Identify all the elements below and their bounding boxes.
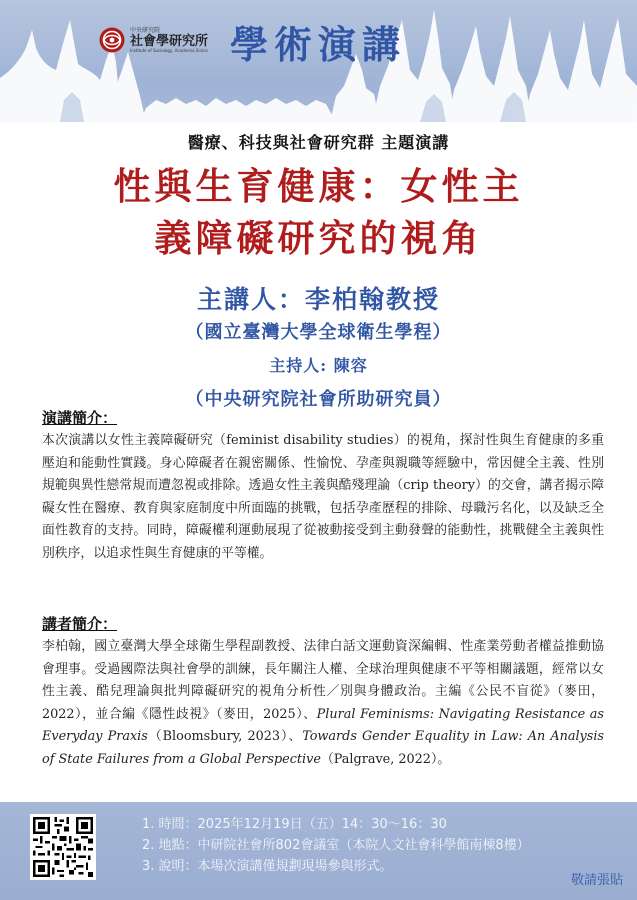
event-time: 1. 時間：2025年12月19日（五）14：30～16：30 xyxy=(142,817,447,832)
abstract-text-5: ）的交會，講者揭示障礙女性在醫療、教育與家庭制度中所面臨的挑戰，包括孕產歷程的排除、母職污名化，以及缺乏全面性教育的支持。同時，障礙權利運動展現了從被動接受到主動發聲的能動性，挑戰健全主義與性別秩序，以追求性與生育健康的平等權。 xyxy=(42,478,604,561)
host-name: 主持人: 陳容 xyxy=(269,356,368,375)
bio-text-7: （ xyxy=(147,729,163,744)
research-group-line: 醫療、科技與社會研究群 主題演講 xyxy=(187,133,450,152)
bio-book-title-1: Plural Feminisms: Navigating Resistance as Everyday Praxis xyxy=(42,706,604,744)
bio-heading: 講者簡介： xyxy=(42,615,118,633)
speaker-name: 主講人：李柏翰教授 xyxy=(196,285,440,314)
bio-text-11: （ xyxy=(320,751,334,767)
bio-body xyxy=(42,636,604,771)
header-banner xyxy=(0,0,637,122)
bio-text-13: ）。 xyxy=(430,751,451,767)
footer-band xyxy=(0,802,637,900)
logo-main-text: 社會學研究所 xyxy=(130,33,209,49)
lecture-title xyxy=(30,160,607,264)
logo-english-text: Institute of Sociology, Academia Sinica xyxy=(130,47,208,53)
bio-publisher-1: Bloomsbury, 2023 xyxy=(162,729,281,744)
bio-text-3: ），並合編《隱性歧視》（麥田， xyxy=(74,706,264,722)
abstract-body xyxy=(42,430,604,565)
logo-small-text: 中央研究院 xyxy=(130,26,161,34)
qr-code-icon xyxy=(33,817,93,877)
abstract-text-1: 本次演講以女性主義障礙研究（ xyxy=(42,433,227,448)
abstract-text-3: ）的視角，探討性與生育健康的多重壓迫和能動性實踐。身心障礙者在親密關係、性愉悅、孕產與親職等經驗中，常因健全主義、性別規範與異性戀常規而遭忽視或排除。透過女性主義與酷殘理論（ xyxy=(42,433,605,493)
bio-book-title-2: Towards Gender Equality in Law: An Analysis of State Failures from a Global Perspective xyxy=(42,729,605,767)
bio-text-5: ）、 xyxy=(295,706,317,722)
lecture-title-line-2: 義障礙研究的視角 xyxy=(154,216,483,260)
bio-text-2: 2022 xyxy=(42,706,75,722)
bio-text-4: 2025 xyxy=(263,706,296,722)
speaker-affiliation: （國立臺灣大學全球衛生學程） xyxy=(185,322,452,343)
abstract-heading: 演講簡介： xyxy=(42,409,118,427)
bio-text-1: 李柏翰，國立臺灣大學全球衛生學程副教授、法律白話文運動資深編輯、性產業勞動者權益推動協會理事。受過國際法與社會學的訓練，長年關注人權、全球治理與健康不平等相關議題，經常以女性主義、酷兒理論與批判障礙研究的視角分析性／別與身體政治。主編《公民不盲從》（麥田， xyxy=(42,639,604,699)
abstract-text-4: crip theory xyxy=(403,478,475,493)
lecture-title-line-1: 性與生育健康：女性主 xyxy=(113,164,524,208)
posting-note: 敬請張貼 xyxy=(570,873,623,888)
event-logistics xyxy=(142,814,530,877)
qr-code[interactable] xyxy=(30,814,96,880)
sinica-emblem-icon xyxy=(98,26,126,54)
abstract-text-2: feminist disability studies xyxy=(226,433,394,448)
event-note: 3. 說明：本場次演講僅規劃現場參與形式。 xyxy=(142,859,393,874)
host-affiliation: （中央研究院社會所助研究員） xyxy=(185,389,452,410)
banner-title: 學術演講 xyxy=(230,22,407,67)
bio-publisher-2: Palgrave, 2022 xyxy=(333,751,431,767)
bio-text-9: ）、 xyxy=(280,729,303,744)
institute-logo xyxy=(98,24,216,56)
event-location: 2. 地點：中研院社會所802會議室（本院人文社會科學館南棟8樓） xyxy=(142,838,530,853)
